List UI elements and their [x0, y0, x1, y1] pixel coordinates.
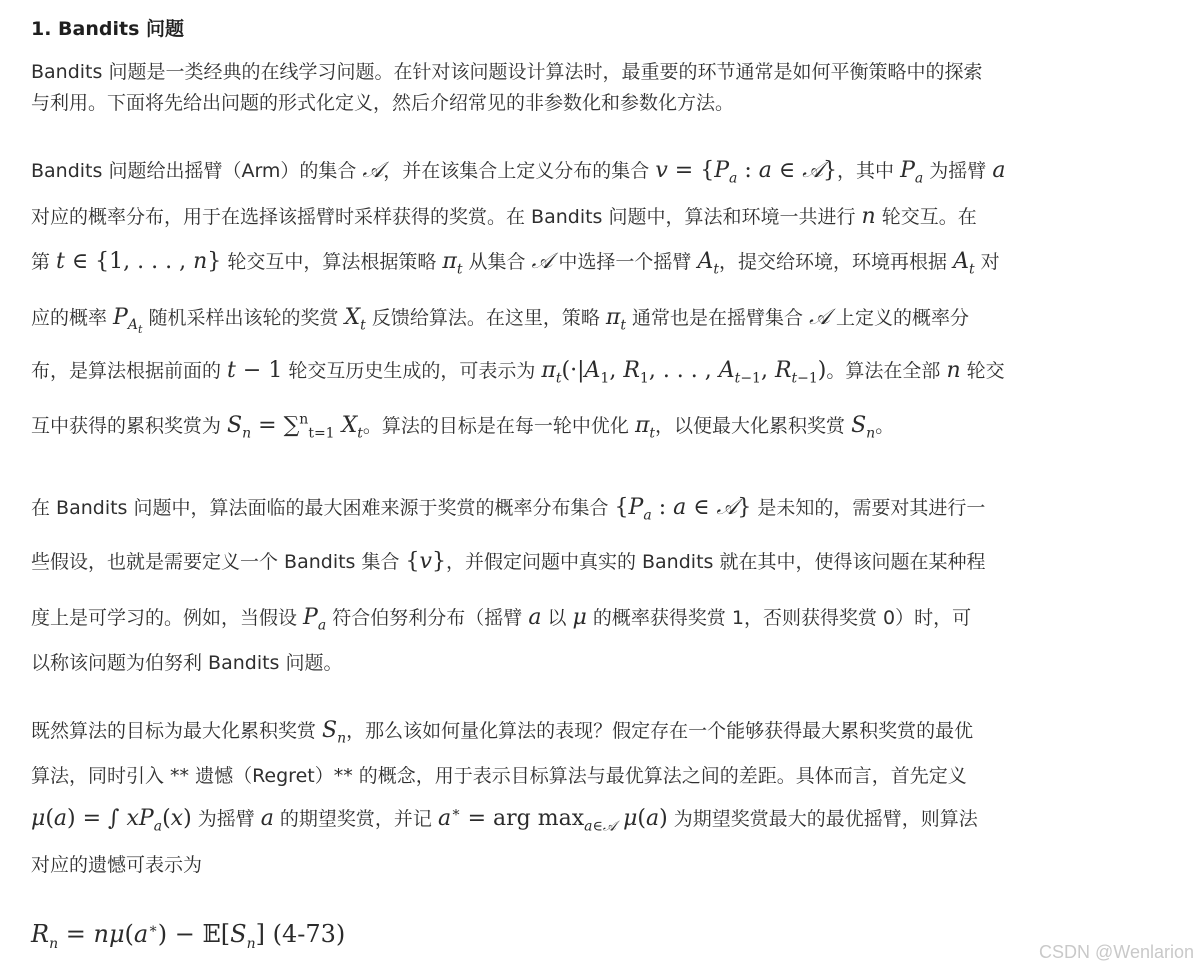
para3-line-2: 些假设，也就是需要定义一个 Bandits 集合 {v}，并假定问题中真实的 Bandits 就在其中，使得该问题在某种程 — [31, 549, 986, 574]
para2-line-4: 应的概率 $P_{A_t}$ 随机采样出该轮的奖赏 $X_t$ 反馈给算法。在这里，策略 $\pi_t$ 通常也是在摇臂集合 𝒜 上定义的概率分 — [31, 305, 969, 337]
watermark: CSDN @Wenlarion — [1039, 942, 1194, 962]
para2-line-2: 对应的概率分布，用于在选择该摇臂时采样获得的奖赏。在 Bandits 问题中，算法和环境一共进行 n 轮交互。在 — [31, 204, 977, 229]
intro-line-1: Bandits 问题是一类经典的在线学习问题。在针对该问题设计算法时，最重要的环节通常是如何平衡策略中的探索 — [31, 61, 983, 83]
section-heading: 1. Bandits 问题 — [31, 18, 185, 40]
intro-line-2: 与利用。下面将先给出问题的形式化定义，然后介绍常见的非参数化和参数化方法。 — [31, 92, 735, 114]
regret-equation: $R_n = n\mu(a^∗)$ − $𝔼[S_n]$ (4-73) — [31, 920, 346, 952]
para4-line-4: 对应的遗憾可表示为 — [31, 854, 203, 876]
equation-number: (4-73) — [272, 920, 346, 948]
para4-line-1: 既然算法的目标为最大化累积奖赏 $S_n$，那么该如何量化算法的表现？假定存在一个能够获得最大累积奖赏的最优 — [31, 718, 974, 747]
para3-line-3: 度上是可学习的。例如，当假设 $P_a$ 符合伯努利分布（摇臂 a 以 μ 的概率获得奖赏 1，否则获得奖赏 0）时，可 — [31, 605, 972, 634]
para4-line-3: μ(a) = ∫ $xP_a(x)$ 为摇臂 a 的期望奖赏，并记 a∗ = arg $\max_{a\in 𝒜} \mu(a)$ 为期望奖赏最大的最优摇臂，则算法 — [31, 804, 978, 835]
para3-line-4: 以称该问题为伯努利 Bandits 问题。 — [31, 652, 343, 674]
para3-line-1: 在 Bandits 问题中，算法面临的最大困难来源于奖赏的概率分布集合 {$P_a$ : a ∈ 𝒜} 是未知的，需要对其进行一 — [31, 495, 986, 524]
para2-line-6: 互中获得的累积奖赏为 $S_n = \sum^n_{t=1}$ $X_t$。算法的目标是在每一轮中优化 $\pi_t$，以便最大化累积奖赏 $S_n$。 — [31, 411, 895, 442]
para2-line-1: Bandits 问题给出摇臂（Arm）的集合 𝒜，并在该集合上定义分布的集合 $v = \{P_a$ : a ∈ 𝒜}，其中 $P_a$ 为摇臂 a — [31, 158, 1006, 187]
para2-line-5: 布，是算法根据前面的 t − 1 轮交互历史生成的，可表示为 $\pi_t(\cdot|A_1$, $R_1$, . . . , $A_{t-1}$, $R_{t-1}$)。算法在全部 n 轮交 — [31, 358, 1005, 387]
para2-line-3: 第 t ∈ {1, . . . , n} 轮交互中，算法根据策略 $\pi_t$ 从集合 𝒜 中选择一个摇臂 $A_t$，提交给环境，环境再根据 $A_t$ 对 — [31, 249, 1000, 278]
para4-line-2: 算法，同时引入 ** 遗憾（Regret）** 的概念，用于表示目标算法与最优算法之间的差距。具体而言，首先定义 — [31, 765, 967, 787]
